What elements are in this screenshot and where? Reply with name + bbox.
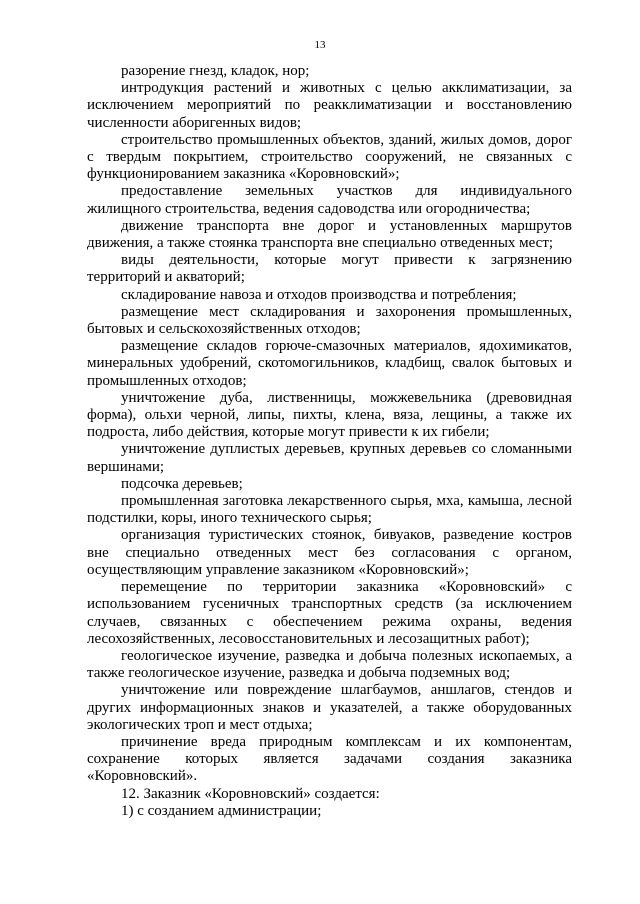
paragraph: размещение мест складирования и захоронения промышленных, бытовых и сельскохозяйственных отходов; bbox=[87, 303, 572, 338]
paragraph: перемещение по территории заказника «Коровновский» с использованием гусеничных транспортных средств (за исключением случаев, связанных с обеспечением режима охраны, ведения лесохозяйственных, лесовосстановительных и лесозащитных работ); bbox=[87, 579, 572, 647]
paragraph: строительство промышленных объектов, зданий, жилых домов, дорог с твердым покрытием, строительство сооружений, не связанных с функционированием заказника «Коровновский»; bbox=[87, 131, 572, 183]
paragraph: 12. Заказник «Коровновский» создается: bbox=[121, 785, 380, 802]
paragraph: 1) с созданием администрации; bbox=[121, 802, 322, 819]
paragraph: организация туристических стоянок, бивуаков, разведение костров вне специально отведенных мест без согласования с органом, осуществляющим управление заказником «Коровновский»; bbox=[87, 527, 572, 578]
paragraph: промышленная заготовка лекарственного сырья, мха, камыша, лесной подстилки, коры, иного технического сырья; bbox=[87, 493, 572, 527]
paragraph: виды деятельности, которые могут привести к загрязнению территорий и акваторий; bbox=[87, 252, 572, 286]
document-body bbox=[87, 63, 572, 820]
paragraph: разорение гнезд, кладок, нор; bbox=[121, 63, 310, 79]
paragraph: складирование навоза и отходов производства и потребления; bbox=[121, 286, 517, 303]
paragraph: предоставление земельных участков для индивидуального жилищного строительства, ведения садоводства или огородничества; bbox=[87, 183, 572, 217]
paragraph: уничтожение дуба, лиственницы, можжевельника (древовидная форма), ольхи черной, липы, пихты, клена, вяза, лещины, а также их подроста, либо действия, которые могут привести к их гибели; bbox=[87, 389, 572, 441]
paragraph: движение транспорта вне дорог и установленных маршрутов движения, а также стоянка транспорта вне специально отведенных мест; bbox=[87, 217, 572, 252]
paragraph: уничтожение дуплистых деревьев, крупных деревьев со сломанными вершинами; bbox=[87, 441, 572, 475]
paragraph: размещение складов горюче-смазочных материалов, ядохимикатов, минеральных удобрений, скотомогильников, кладбищ, свалок бытовых и промышленных отходов; bbox=[87, 338, 572, 389]
page-number: 13 bbox=[314, 39, 326, 51]
paragraph: причинение вреда природным комплексам и их компонентам, сохранение которых является задачами создания заказника «Коровновский». bbox=[87, 733, 572, 785]
paragraph: подсочка деревьев; bbox=[121, 475, 243, 492]
paragraph: интродукция растений и животных с целью акклиматизации, за исключением мероприятий по реакклиматизации и восстановлению численности аборигенных видов; bbox=[87, 80, 572, 131]
paragraph: уничтожение или повреждение шлагбаумов, аншлагов, стендов и других информационных знаков и указателей, а также оборудованных экологических троп и мест отдыха; bbox=[87, 682, 572, 733]
paragraph: геологическое изучение, разведка и добыча полезных ископаемых, а также геологическое изучение, разведка и добыча подземных вод; bbox=[87, 647, 572, 682]
